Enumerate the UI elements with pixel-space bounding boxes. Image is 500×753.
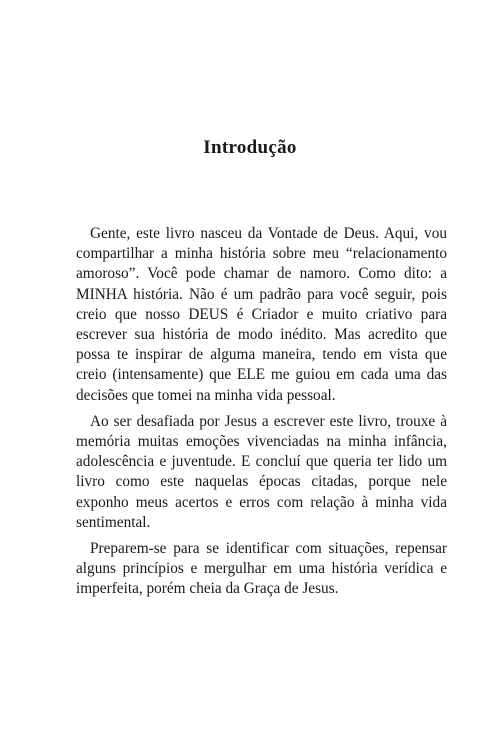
chapter-title: Introdução bbox=[203, 137, 297, 158]
paragraph-3: Preparem-se para se identificar com situações, repensar alguns princípios e mergulhar em uma história verídica e imperfeita, porém cheia da Graça de Jesus. bbox=[76, 540, 447, 598]
paragraph-1: Gente, este livro nasceu da Vontade de Deus. Aqui, vou compartilhar a minha história sobre meu “relacionamento amoroso”. Você pode chamar de namoro. Como dito: a MINHA história. Não é um padrão para você seguir, pois creio que nosso DEUS é Criador e muito criativo para escrever sua história de modo inédito. Mas acredito que possa te inspirar de alguma maneira, tendo em vista que creio (intensamente) que ELE me guiou em cada uma das decisões que tomei na minha vida pessoal. bbox=[76, 225, 447, 404]
paragraph-2: Ao ser desafiada por Jesus a escrever este livro, trouxe à memória muitas emoções vivenciadas na minha infância, adolescência e juventude. E concluí que queria ter lido um livro como este naquelas épocas citadas, porque nele exponho meus acertos e erros com relação à minha vida sentimental. bbox=[76, 412, 447, 531]
chapter-body bbox=[76, 224, 447, 606]
